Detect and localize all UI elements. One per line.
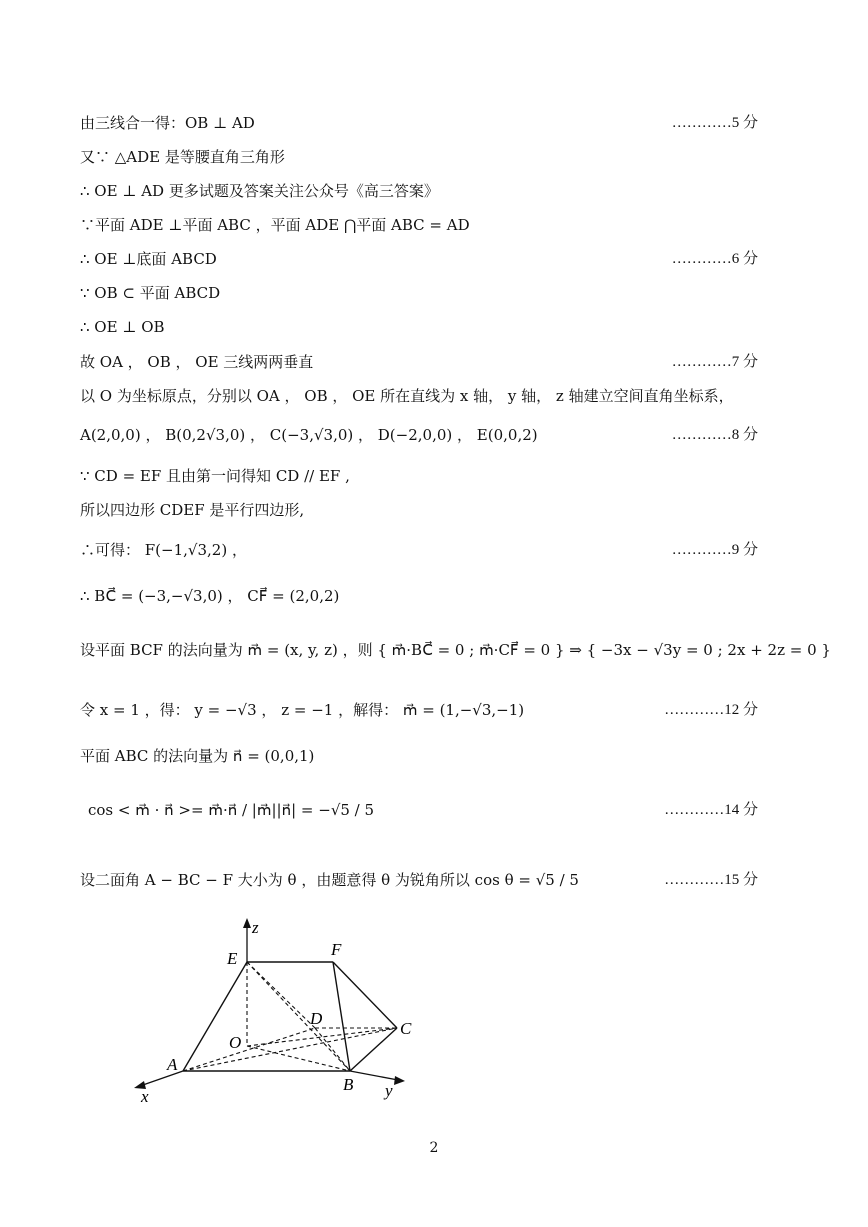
y-arrow-icon (394, 1076, 405, 1085)
edge-AE (183, 962, 247, 1071)
text-line-12: 所以四边形 CDEF 是平行四边形, (80, 501, 305, 519)
text-line-5: ∴ OE ⊥底面 ABCD (80, 250, 217, 268)
label-z: z (252, 918, 259, 937)
score-line-16: …………12 分 (664, 702, 758, 718)
text-line-2: 又∵ △ADE 是等腰直角三角形 (80, 148, 285, 166)
page-number: 2 (429, 1140, 439, 1156)
edge-ED (247, 962, 315, 1028)
text-line-13: ∴可得： F(−1,√3,2) ， (80, 541, 247, 559)
text-line-15: 设平面 BCF 的法向量为 m⃗ = (x, y, z) ，则 { m⃗·BC⃗ = 0 ; m⃗·CF⃗ = 0 } ⇒ { −3x − √3y = 0 ; 2x + 2z = 0 } (80, 641, 831, 659)
text-line-18: cos < m⃗ · n⃗ >= m⃗·n⃗ / |m⃗||n⃗| = −√5 / 5 (88, 801, 375, 819)
text-line-14: ∴ BC⃗ = (−3,−√3,0) ， CF⃗ = (2,0,2) (80, 587, 340, 605)
edge-EB (247, 962, 350, 1071)
edge-FC (333, 962, 397, 1028)
text-line-1: 由三线合一得：OB ⊥ AD (80, 114, 255, 132)
text-line-6: ∵ OB ⊂ 平面 ABCD (80, 284, 221, 302)
z-arrow-icon (243, 918, 251, 928)
label-D: D (310, 1009, 323, 1028)
label-C: C (400, 1019, 412, 1038)
edge-BC (350, 1028, 397, 1071)
text-line-4: ∵平面 ADE ⊥平面 ABC ，平面 ADE ⋂平面 ABC = AD (80, 216, 470, 234)
text-line-8: 故 OA ， OB ， OE 三线两两垂直 (80, 353, 314, 371)
geometry-figure (120, 910, 430, 1110)
score-line-18: …………14 分 (664, 802, 758, 818)
score-line-8: …………7 分 (671, 354, 758, 370)
score-line-19: …………15 分 (664, 872, 758, 888)
edge-FB (333, 962, 350, 1071)
edge-AD (183, 1028, 315, 1071)
text-line-11: ∵ CD = EF 且由第一问得知 CD // EF , (80, 467, 350, 485)
label-A: A (167, 1055, 178, 1074)
score-line-5: …………6 分 (671, 251, 758, 267)
edge-OB (247, 1046, 350, 1071)
label-x: x (141, 1087, 149, 1106)
label-O: O (229, 1033, 242, 1052)
text-line-17: 平面 ABC 的法向量为 n⃗ = (0,0,1) (80, 747, 315, 765)
score-line-10: …………8 分 (671, 427, 758, 443)
text-line-10: A(2,0,0) ， B(0,2√3,0) ， C(−3,√3,0) ， D(−2,0,0) ， E(0,0,2) (80, 426, 538, 444)
label-E: E (227, 949, 238, 968)
label-F: F (331, 940, 342, 959)
text-line-16: 令 x = 1 ，得： y = −√3 ， z = −1 ，解得： m⃗ = (1,−√3,−1) (80, 701, 525, 719)
label-B: B (343, 1075, 354, 1094)
score-line-13: …………9 分 (671, 542, 758, 558)
text-line-19: 设二面角 A − BC − F 大小为 θ ，由题意得 θ 为锐角所以 cos θ = √5 / 5 (80, 871, 579, 889)
text-line-3: ∴ OE ⊥ AD 更多试题及答案关注公众号《高三答案》 (80, 182, 439, 200)
edge-AC (183, 1028, 397, 1071)
y-axis (350, 1071, 398, 1080)
text-line-9: 以 O 为坐标原点，分别以 OA ， OB ， OE 所在直线为 x 轴， y 轴， z 轴建立空间直角坐标系， (80, 387, 734, 405)
label-y: y (385, 1081, 393, 1100)
text-line-7: ∴ OE ⊥ OB (80, 318, 165, 336)
score-line-1: …………5 分 (671, 115, 758, 131)
